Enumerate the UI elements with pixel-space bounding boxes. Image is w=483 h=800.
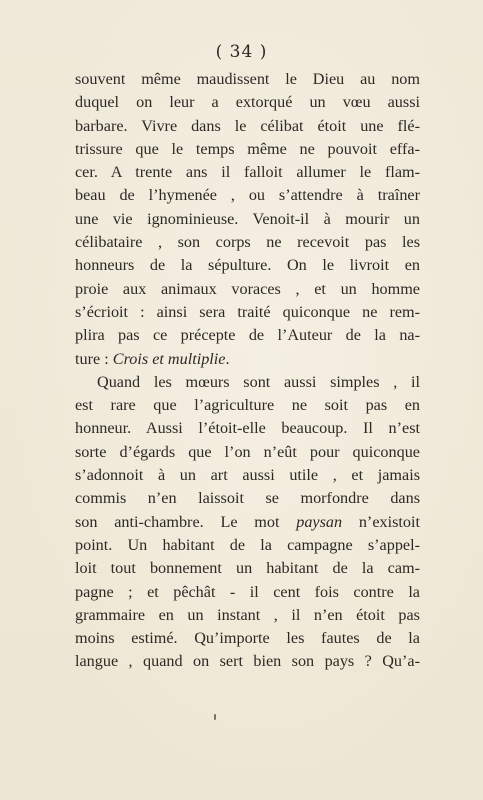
text-line: duquel on leur a extorqué un vœu aussi [75, 93, 420, 112]
line-suffix: n’existoit [342, 512, 420, 531]
paragraph-end-line [75, 348, 420, 371]
page-number: ( 34 ) [215, 42, 268, 62]
text-line: commis n’en laissoit se morfondre dans [75, 489, 420, 508]
italic-word: paysan [296, 512, 343, 531]
body-text [75, 68, 420, 674]
text-line: proie aux animaux voraces , et un homme [75, 279, 420, 298]
text-line [75, 511, 420, 534]
line-prefix: son anti-chambre. Le mot [75, 512, 297, 531]
text-line: plira pas ce précepte de l’Auteur de la na- [75, 326, 420, 345]
text-line: trissure que le temps même ne pouvoit effa- [75, 139, 420, 158]
text-line: point. Un habitant de la campagne s’appel- [75, 535, 420, 554]
text-line: honneur. Aussi l’étoit-elle beaucoup. Il n’est [75, 419, 420, 438]
text-line: barbare. Vivre dans le célibat étoit une flé- [75, 116, 420, 135]
text-line: célibataire , son corps ne recevoit pas les [75, 233, 420, 252]
italic-phrase: Crois et multiplie [112, 349, 226, 368]
text-line: beau de l’hymenée , ou s’attendre à traîner [75, 186, 420, 205]
text-line: grammaire en un instant , il n’en étoit pas [75, 605, 420, 624]
text-line: cer. A trente ans il falloit allumer le flam- [75, 163, 420, 182]
text-line: honneurs de la sépulture. On le livroit en [75, 256, 420, 275]
text-line: moins estimé. Qu’importe les fautes de la [75, 629, 420, 648]
text-line: langue , quand on sert bien son pays ? Qu’a- [75, 652, 420, 671]
text-line: s’adonnoit à un art aussi utile , et jamais [75, 466, 420, 485]
line-suffix: . [225, 349, 230, 368]
text-line: souvent même maudissent le Dieu au nom [75, 70, 420, 88]
text-line: sorte d’égards que l’on n’eût pour quiconque [75, 442, 420, 461]
paragraph-start-line: Quand les mœurs sont aussi simples , il [97, 372, 420, 391]
text-line: loit tout bonnement un habitant de la cam- [75, 559, 420, 578]
text-line: une vie ignominieuse. Venoit-il à mourir un [75, 209, 420, 228]
text-line: s’écrioit : ainsi sera traité quiconque ne rem- [75, 302, 420, 321]
ink-mark [214, 714, 216, 720]
text-line: est rare que l’agriculture ne soit pas en [75, 396, 420, 415]
line-prefix: ture : [75, 349, 113, 368]
text-line: pagne ; et pêchât - il cent fois contre la [75, 582, 420, 601]
